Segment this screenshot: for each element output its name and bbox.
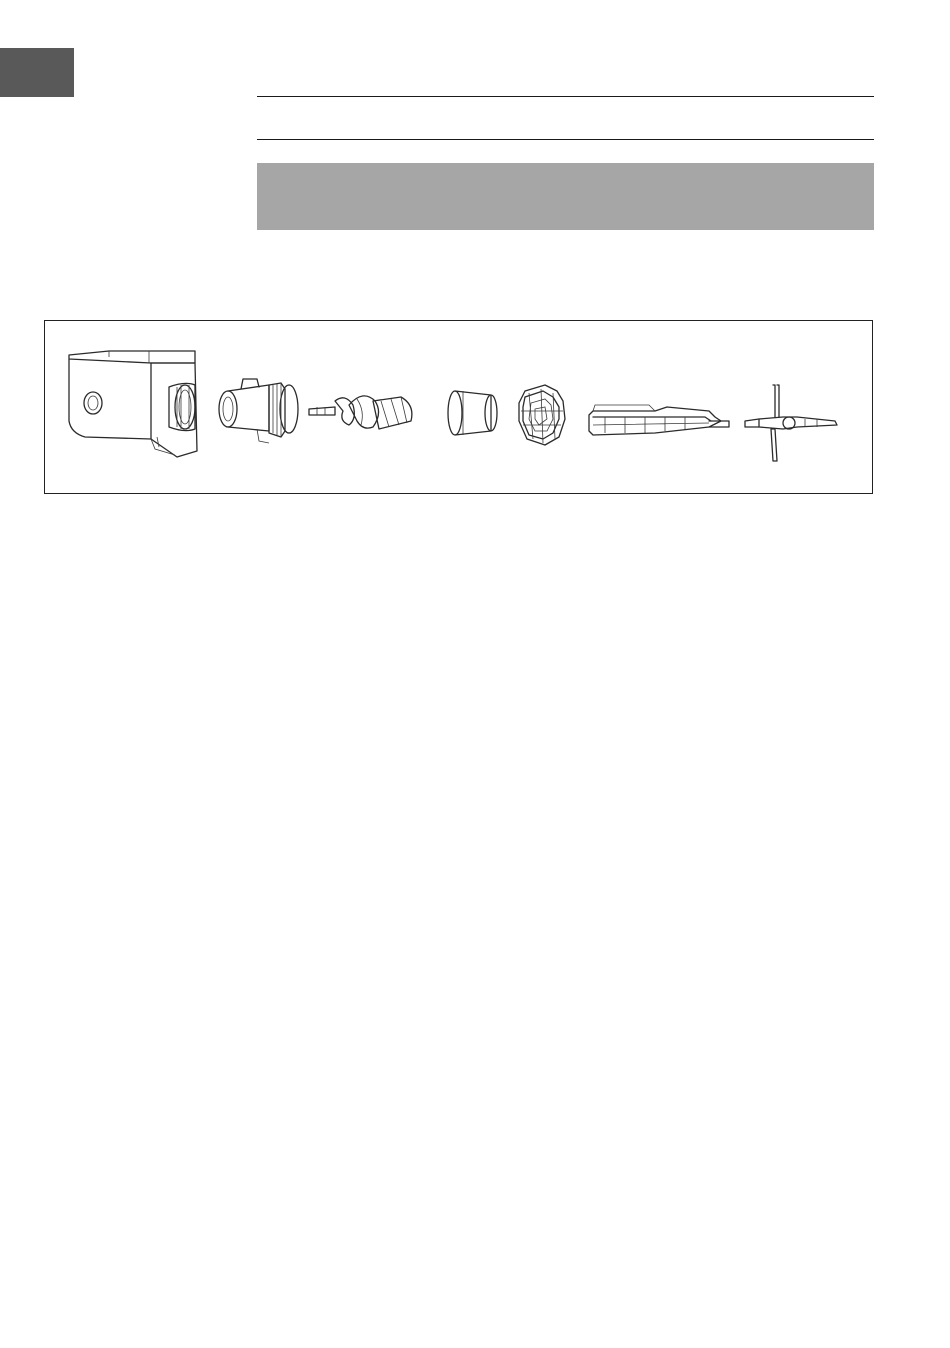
housing-drawing xyxy=(69,351,197,457)
top-rule xyxy=(257,96,874,97)
parts-drawing-canvas xyxy=(45,321,874,495)
second-rule xyxy=(257,139,874,140)
end-cap-drawing xyxy=(448,391,497,435)
language-tab xyxy=(0,48,74,97)
auger-drawing xyxy=(309,396,412,429)
section-heading-band xyxy=(257,163,874,230)
wrench-drawing xyxy=(745,385,837,461)
parts-overview-figure xyxy=(44,320,873,494)
strainer-holder-drawing xyxy=(219,379,298,443)
strainer-drawing xyxy=(519,385,565,445)
pusher-tray-drawing xyxy=(589,405,729,435)
